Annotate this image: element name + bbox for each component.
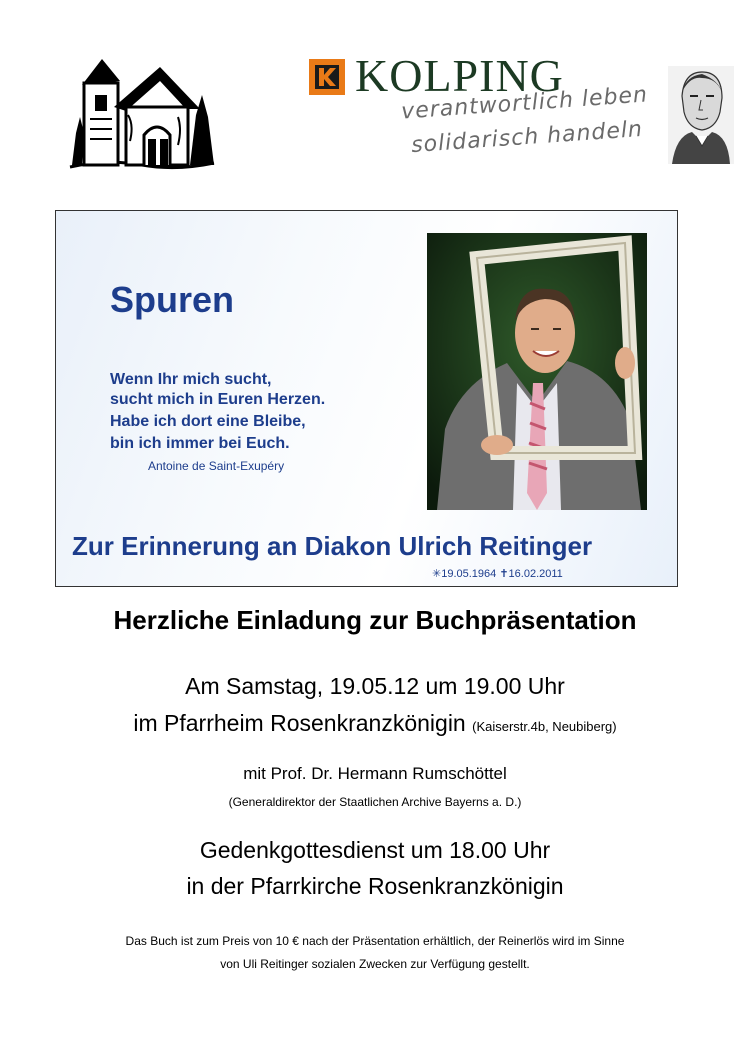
kolping-slogan-line2: solidarisch handeln (410, 116, 644, 159)
kolping-name: KOLPING (355, 50, 564, 101)
poem-line: sucht mich in Euren Herzen. (110, 391, 326, 408)
poem-line: Habe ich dort eine Bleibe, (110, 413, 306, 430)
kolping-portrait-image (668, 66, 734, 164)
event-place-address: (Kaiserstr.4b, Neubiberg) (472, 719, 617, 734)
church-logo (68, 55, 216, 173)
quote-author: Antoine de Saint-Exupéry (148, 459, 285, 473)
deacon-photo (427, 233, 647, 510)
kolping-k-icon (309, 59, 345, 95)
poem-line: Wenn Ihr mich sucht, (110, 371, 272, 388)
kolping-logo (305, 50, 665, 165)
life-dates: ✳19.05.1964 ✝16.02.2011 (432, 568, 563, 580)
service-place: in der Pfarrkirche Rosenkranzkönigin (186, 873, 564, 899)
book-note-line2: von Uli Reitinger sozialen Zwecken zur Verfügung gestellt. (220, 957, 530, 971)
event-place-main: im Pfarrheim Rosenkranzkönigin (133, 710, 466, 736)
event-place (0, 710, 750, 737)
banner-title: Spuren (110, 279, 235, 320)
service-time: Gedenkgottesdienst um 18.00 Uhr (199, 837, 551, 863)
guest-speaker: mit Prof. Dr. Hermann Rumschöttel (243, 764, 507, 783)
book-note-line1: Das Buch ist zum Preis von 10 € nach der Präsentation erhältlich, der Reinerlös wird im Sinne (125, 934, 625, 948)
invitation-heading: Herzliche Einladung zur Buchpräsentation (113, 605, 637, 635)
memorial-banner (55, 210, 678, 587)
memorial-heading: Zur Erinnerung an Diakon Ulrich Reitinger (72, 531, 593, 561)
poem-line: bin ich immer bei Euch. (110, 435, 290, 452)
kolping-slogan-line1: verantwortlich leben (400, 82, 649, 125)
guest-speaker-title: (Generaldirektor der Staatlichen Archive Bayerns a. D.) (228, 795, 522, 809)
event-date: Am Samstag, 19.05.12 um 19.00 Uhr (185, 673, 565, 699)
